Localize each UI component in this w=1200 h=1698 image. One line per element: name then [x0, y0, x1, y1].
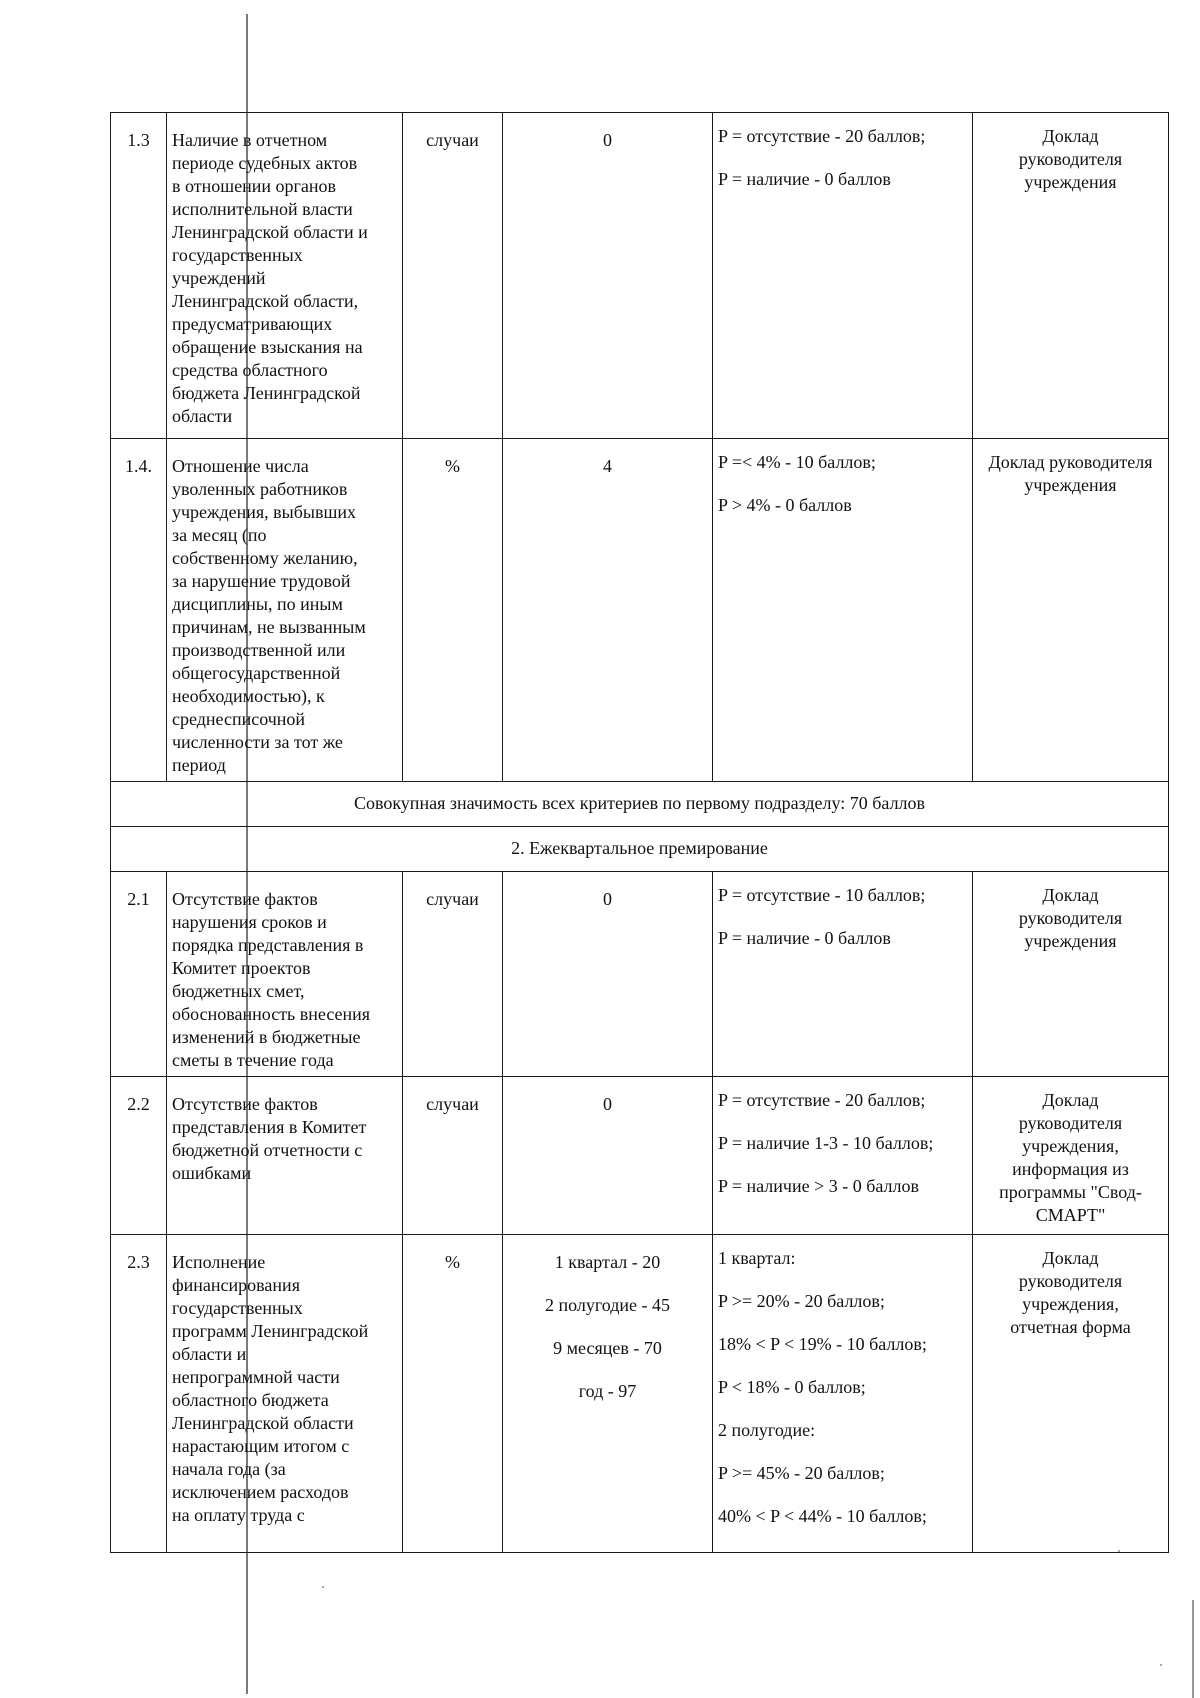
table-row — [111, 439, 1169, 782]
scoring-rule: 18% < P < 19% - 10 баллов; — [718, 1334, 927, 1354]
value-cell — [503, 439, 713, 782]
scoring-rule: 1 квартал: — [718, 1248, 796, 1268]
name-line: непрограммной части — [172, 1367, 340, 1387]
name-line: уволенных работников — [172, 479, 348, 499]
row-number-text: 2.3 — [127, 1252, 150, 1272]
name-line: бюджета Ленинградской — [172, 383, 361, 403]
scoring-cell — [713, 439, 973, 782]
source-line: Доклад — [1042, 885, 1099, 905]
criterion-name — [167, 113, 403, 439]
source-line: Доклад — [1042, 1090, 1099, 1110]
name-line: период — [172, 755, 226, 775]
unit-text: % — [445, 456, 460, 476]
subtotal-text: Совокупная значимость всех критериев по первому подразделу: 70 баллов — [353, 793, 926, 813]
scoring-cell — [713, 1235, 973, 1553]
name-line: за нарушение трудовой — [172, 571, 351, 591]
name-line: программ Ленинградской — [172, 1321, 369, 1341]
name-line: бюджетной отчетности с — [172, 1140, 363, 1160]
name-line: необходимостью), к — [172, 686, 325, 706]
name-line: общегосударственной — [172, 663, 341, 683]
source-line: учреждения, — [1022, 1294, 1119, 1314]
name-line: на оплату труда с — [172, 1505, 305, 1525]
scoring-rule: P = наличие - 0 баллов — [718, 928, 891, 948]
source-line: руководителя — [1018, 149, 1123, 169]
row-number — [111, 1235, 167, 1553]
unit-cell — [403, 1235, 503, 1553]
name-line: учреждения, выбывших — [172, 502, 357, 522]
source-cell — [973, 872, 1169, 1077]
source-line: учреждения — [1024, 475, 1117, 495]
table-row — [111, 872, 1169, 1077]
name-line: областного бюджета — [172, 1390, 329, 1410]
scoring-rule: P = отсутствие - 20 баллов; — [718, 1090, 926, 1110]
name-line: средства областного — [172, 360, 328, 380]
name-line: производственной или — [172, 640, 346, 660]
scoring-rule: P = отсутствие - 20 баллов; — [718, 126, 926, 146]
name-line: собственному желанию, — [172, 548, 358, 568]
name-line: Отсутствие фактов — [172, 889, 318, 909]
source-line: учреждения — [1024, 931, 1117, 951]
scan-speck — [1160, 1664, 1162, 1666]
value-cell — [503, 1235, 713, 1553]
name-line: периоде судебных актов — [172, 153, 358, 173]
subtotal-cell — [111, 782, 1169, 827]
source-line: руководителя — [1018, 1271, 1123, 1291]
row-number — [111, 439, 167, 782]
row-number — [111, 1077, 167, 1235]
name-line: ошибками — [172, 1163, 252, 1183]
name-line: Наличие в отчетном — [172, 130, 328, 150]
name-line: сметы в течение года — [172, 1050, 334, 1070]
name-line: исключением расходов — [172, 1482, 349, 1502]
scoring-rule: 2 полугодие: — [718, 1420, 816, 1440]
unit-text: случаи — [426, 1094, 479, 1114]
name-line: нарушения сроков и — [172, 912, 327, 932]
row-number-text: 1.3 — [127, 130, 150, 150]
value-cell — [503, 872, 713, 1077]
target-value: год - 97 — [578, 1381, 637, 1401]
name-line: начала года (за — [172, 1459, 286, 1479]
unit-cell — [403, 439, 503, 782]
target-value: 2 полугодие - 45 — [544, 1295, 671, 1315]
table-row — [111, 113, 1169, 439]
name-line: численности за тот же — [172, 732, 343, 752]
table-row — [111, 1077, 1169, 1235]
source-line: отчетная форма — [1010, 1317, 1131, 1337]
source-line: СМАРТ" — [1035, 1205, 1106, 1225]
name-line: изменений в бюджетные — [172, 1027, 361, 1047]
scoring-rule: P < 18% - 0 баллов; — [718, 1377, 866, 1397]
name-line: области и — [172, 1344, 247, 1364]
scoring-cell — [713, 872, 973, 1077]
unit-cell — [403, 1077, 503, 1235]
name-line: предусматривающих — [172, 314, 333, 334]
name-line: обращение взыскания на — [172, 337, 363, 357]
name-line: Ленинградской области и — [172, 222, 368, 242]
scoring-rule: P = наличие 1-3 - 10 баллов; — [718, 1133, 934, 1153]
name-line: бюджетных смет, — [172, 981, 305, 1001]
value-text: 4 — [603, 456, 612, 476]
source-line: программы "Свод- — [999, 1182, 1142, 1202]
scoring-rule: P = отсутствие - 10 баллов; — [718, 885, 926, 905]
source-cell — [973, 439, 1169, 782]
name-line: Отсутствие фактов — [172, 1094, 318, 1114]
source-cell — [973, 1077, 1169, 1235]
value-cell — [503, 113, 713, 439]
unit-text: % — [445, 1252, 460, 1272]
criterion-name — [167, 439, 403, 782]
name-line: представления в Комитет — [172, 1117, 367, 1137]
unit-text: случаи — [426, 130, 479, 150]
name-line: нарастающим итогом с — [172, 1436, 350, 1456]
value-cell — [503, 1077, 713, 1235]
scan-artifact-line — [1192, 1600, 1194, 1698]
name-line: государственных — [172, 1298, 303, 1318]
row-number-text: 2.2 — [127, 1094, 150, 1114]
source-line: учреждения — [1024, 172, 1117, 192]
name-line: Отношение числа — [172, 456, 309, 476]
name-line: порядка представления в — [172, 935, 364, 955]
row-number — [111, 872, 167, 1077]
source-line: Доклад — [1042, 126, 1099, 146]
name-line: Ленинградской области — [172, 1413, 354, 1433]
unit-text: случаи — [426, 889, 479, 909]
criterion-name — [167, 1235, 403, 1553]
name-line: причинам, не вызванным — [172, 617, 366, 637]
scoring-rule: P = наличие - 0 баллов — [718, 169, 891, 189]
source-line: учреждения, — [1022, 1136, 1119, 1156]
table-row — [111, 1235, 1169, 1553]
name-line: Комитет проектов — [172, 958, 311, 978]
section-heading-cell — [111, 827, 1169, 872]
scoring-rule: 40% < P < 44% - 10 баллов; — [718, 1506, 927, 1526]
name-line: среднесписочной — [172, 709, 306, 729]
name-line: за месяц (по — [172, 525, 267, 545]
criterion-name — [167, 1077, 403, 1235]
source-cell — [973, 113, 1169, 439]
name-line: области — [172, 406, 233, 426]
source-line: информация из — [1012, 1159, 1129, 1179]
source-line: Доклад — [1042, 1248, 1099, 1268]
scoring-rule: P >= 45% - 20 баллов; — [718, 1463, 885, 1483]
source-line: руководителя — [1018, 908, 1123, 928]
target-value: 9 месяцев - 70 — [553, 1338, 662, 1358]
scoring-rule: P > 4% - 0 баллов — [718, 495, 852, 515]
row-number-text: 2.1 — [127, 889, 150, 909]
name-line: Исполнение — [172, 1252, 266, 1272]
name-line: дисциплины, по иным — [172, 594, 343, 614]
scoring-rule: P = наличие > 3 - 0 баллов — [718, 1176, 919, 1196]
name-line: финансирования — [172, 1275, 300, 1295]
criterion-name — [167, 872, 403, 1077]
name-line: исполнительной власти — [172, 199, 353, 219]
value-text: 0 — [603, 130, 612, 150]
name-line: учреждений — [172, 268, 266, 288]
source-line: Доклад руководителя — [988, 452, 1153, 472]
unit-cell — [403, 113, 503, 439]
scoring-cell — [713, 113, 973, 439]
value-text: 0 — [603, 889, 612, 909]
scoring-rule: P =< 4% - 10 баллов; — [718, 452, 876, 472]
scan-speck — [322, 1586, 324, 1588]
criteria-table — [110, 112, 1169, 1553]
row-number — [111, 113, 167, 439]
value-text: 0 — [603, 1094, 612, 1114]
row-number-text: 1.4. — [125, 456, 152, 476]
source-line: руководителя — [1018, 1113, 1123, 1133]
scoring-rule: P >= 20% - 20 баллов; — [718, 1291, 885, 1311]
section-heading-text: 2. Ежеквартальное премирование — [511, 838, 768, 858]
name-line: обоснованность внесения — [172, 1004, 371, 1024]
target-value: 1 квартал - 20 — [554, 1252, 661, 1272]
subtotal-row — [111, 782, 1169, 827]
name-line: государственных — [172, 245, 303, 265]
name-line: Ленинградской области, — [172, 291, 359, 311]
section-heading-row — [111, 827, 1169, 872]
unit-cell — [403, 872, 503, 1077]
source-cell — [973, 1235, 1169, 1553]
name-line: в отношении органов — [172, 176, 337, 196]
scoring-cell — [713, 1077, 973, 1235]
